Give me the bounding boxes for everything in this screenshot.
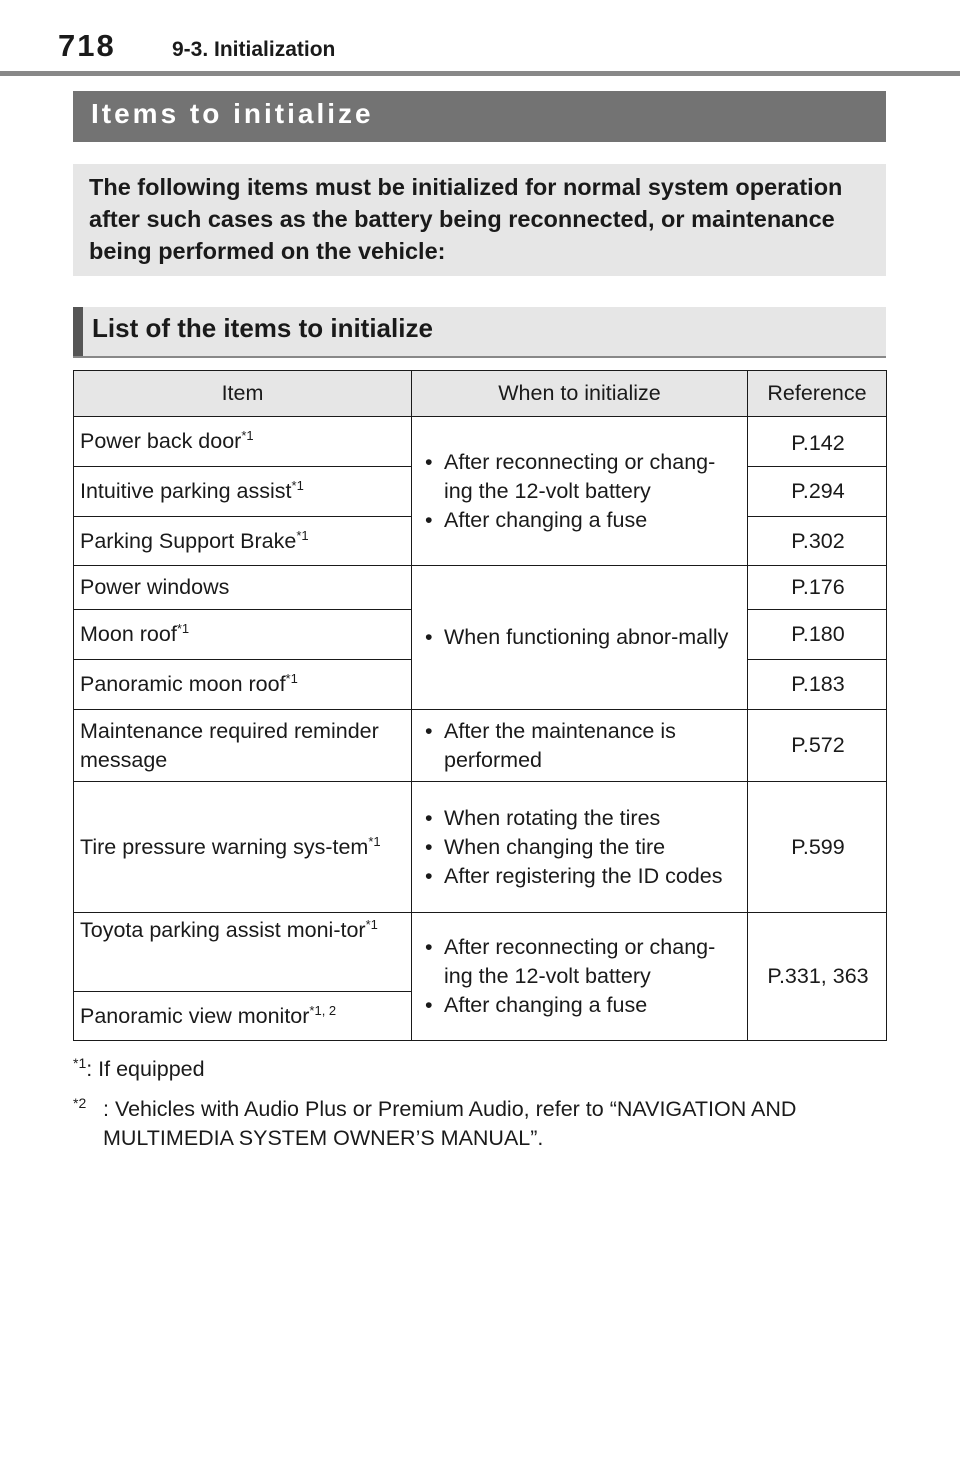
item-name: Moon roof (80, 622, 177, 646)
item-footnote-marker: *1 (296, 527, 309, 543)
when-list (418, 933, 743, 1020)
item-footnote-marker: *1, 2 (309, 1002, 337, 1018)
footnote-text: : Vehicles with Audio Plus or Premium Audio, refer to “NAVIGATION AND MULTIMEDIA SYSTEM OWNER’S MANUAL”. (103, 1097, 797, 1150)
footnote-1 (73, 1055, 205, 1084)
page-title-bar (73, 91, 886, 142)
reference-cell: P.302 (748, 517, 887, 566)
subheading-text: List of the items to initialize (92, 313, 433, 343)
when-list (418, 448, 743, 535)
when-cell (412, 417, 748, 566)
item-cell (74, 710, 412, 782)
item-cell (74, 610, 412, 660)
reference-cell: P.572 (748, 710, 887, 782)
subheading-accent (73, 307, 83, 356)
reference-cell: P.142 (748, 417, 887, 467)
column-header-item: Item (74, 371, 412, 417)
item-name: Intuitive parking assist (80, 479, 292, 503)
item-cell (74, 913, 412, 992)
page-number: 718 (58, 28, 116, 63)
reference-cell: P.180 (748, 610, 887, 660)
item-footnote-marker: *1 (241, 427, 254, 443)
when-item: • After reconnecting or chang-ing the 12-volt battery (418, 933, 743, 991)
page-header (0, 0, 960, 76)
when-list (418, 717, 743, 775)
when-item: • After reconnecting or chang-ing the 12-volt battery (418, 448, 743, 506)
when-cell (412, 710, 748, 782)
table-header-row (74, 371, 887, 417)
when-item: • When changing the tire (418, 833, 743, 862)
table-row (74, 710, 887, 782)
item-footnote-marker: *1 (291, 477, 304, 493)
item-cell (74, 566, 412, 610)
footnote-marker: *1 (73, 1054, 87, 1071)
item-name: Parking Support Brake (80, 528, 297, 553)
when-cell (412, 782, 748, 913)
when-cell (412, 566, 748, 710)
table-row (74, 913, 887, 992)
item-name: Panoramic view monitor (80, 1003, 310, 1028)
item-name: Power back door (80, 429, 242, 453)
reference-cell: P.183 (748, 660, 887, 710)
item-name: Panoramic moon roof (80, 672, 286, 696)
item-footnote-marker: *1 (176, 620, 190, 636)
when-cell (412, 913, 748, 1041)
when-item: • After registering the ID codes (418, 862, 743, 891)
item-cell (74, 782, 412, 913)
item-footnote-marker: *1 (365, 916, 378, 932)
column-header-reference: Reference (748, 371, 887, 417)
table-row (74, 566, 887, 610)
when-list (418, 623, 743, 652)
item-name: Toyota parking assist moni-tor (80, 918, 366, 942)
subheading-bar (73, 307, 886, 358)
item-name: Power windows (80, 575, 230, 599)
item-cell (74, 660, 412, 710)
reference-cell: P.176 (748, 566, 887, 610)
item-name: Tire pressure warning sys-tem (80, 834, 369, 859)
item-footnote-marker: *1 (368, 833, 381, 849)
item-cell (74, 467, 412, 517)
reference-cell: P.599 (748, 782, 887, 913)
when-item: • When functioning abnor-mally (418, 623, 743, 652)
reference-cell: P.331, 363 (748, 913, 887, 1041)
footnote-marker: *2 (73, 1094, 87, 1111)
when-item: • When rotating the tires (418, 804, 743, 833)
section-title: 9-3. Initialization (172, 38, 336, 61)
footnote-2 (73, 1094, 893, 1150)
when-item: • After changing a fuse (418, 506, 743, 535)
intro-box (73, 164, 886, 276)
items-table (73, 370, 887, 1041)
table-row (74, 782, 887, 913)
when-item: • After the maintenance is performed (418, 717, 743, 775)
page-title: Items to initialize (91, 98, 374, 129)
when-item: • After changing a fuse (418, 991, 743, 1020)
when-list (418, 804, 743, 891)
column-header-when: When to initialize (412, 371, 748, 417)
item-cell (74, 992, 412, 1041)
table-row (74, 417, 887, 467)
reference-cell: P.294 (748, 467, 887, 517)
item-cell (74, 517, 412, 566)
item-footnote-marker: *1 (285, 670, 298, 686)
item-name: Maintenance required reminder message (80, 718, 379, 772)
footnote-text: : If equipped (86, 1057, 205, 1081)
intro-text: The following items must be initialized for normal system operation after such cases as the battery being reconnected, or maintenance being performed on the vehicle: (89, 174, 843, 264)
header-divider (0, 71, 960, 76)
item-cell (74, 417, 412, 467)
